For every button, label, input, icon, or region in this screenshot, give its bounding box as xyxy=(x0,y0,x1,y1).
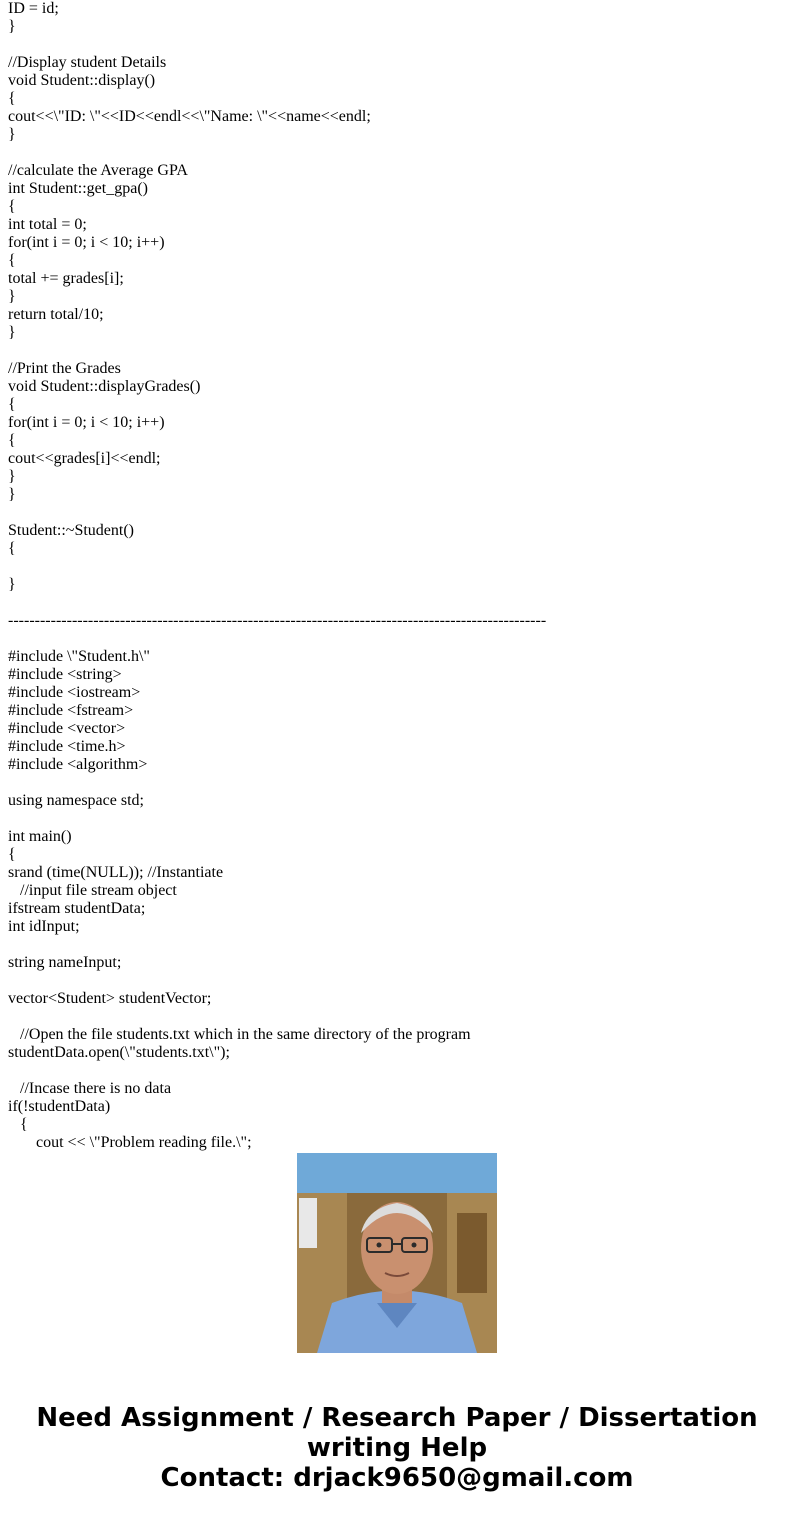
code-listing xyxy=(8,0,788,1151)
code-line: studentData.open(\"students.txt\"); xyxy=(8,1044,230,1061)
code-line: int main() xyxy=(8,828,72,845)
blank-line xyxy=(8,1062,788,1080)
promo-line-2: writing Help xyxy=(306,1433,488,1463)
code-line: void Student::displayGrades() xyxy=(8,378,201,395)
code-line: //calculate the Average GPA xyxy=(8,162,188,179)
code-line: srand (time(NULL)); //Instantiate xyxy=(8,864,224,881)
code-line: vector<Student> studentVector; xyxy=(8,990,212,1007)
code-line: { xyxy=(8,432,16,449)
code-line: } xyxy=(8,126,16,143)
code-line: return total/10; xyxy=(8,306,104,323)
blank-line xyxy=(8,972,788,990)
code-line: //Display student Details xyxy=(8,54,167,71)
code-line: #include <time.h> xyxy=(8,738,126,755)
blank-line xyxy=(8,810,788,828)
code-line: int Student::get_gpa() xyxy=(8,180,148,197)
code-line: { xyxy=(8,252,16,269)
code-line: #include <iostream> xyxy=(8,684,141,701)
code-line: string nameInput; xyxy=(8,954,122,971)
code-line: cout << \"Problem reading file.\"; xyxy=(8,1134,252,1151)
code-line: #include <algorithm> xyxy=(8,756,148,773)
code-line: Student::~Student() xyxy=(8,522,134,539)
code-line: { xyxy=(8,540,16,557)
blank-line xyxy=(8,144,788,162)
code-line: #include <string> xyxy=(8,666,122,683)
code-line: //input file stream object xyxy=(8,882,177,899)
code-line: int total = 0; xyxy=(8,216,87,233)
blank-line xyxy=(8,594,788,612)
code-line: #include <vector> xyxy=(8,720,126,737)
code-line: cout<<\"ID: \"<<ID<<endl<<\"Name: \"<<name<<endl; xyxy=(8,108,371,125)
promo-banner xyxy=(0,1403,794,1493)
code-line: { xyxy=(8,1116,28,1133)
code-line: } xyxy=(8,576,16,593)
code-line: } xyxy=(8,288,16,305)
blank-line xyxy=(8,342,788,360)
blank-line xyxy=(8,504,788,522)
code-line: for(int i = 0; i < 10; i++) xyxy=(8,414,165,431)
presenter-avatar xyxy=(297,1153,497,1353)
code-line: } xyxy=(8,324,16,341)
code-line: ID = id; xyxy=(8,0,59,17)
code-line: using namespace std; xyxy=(8,792,144,809)
code-line: for(int i = 0; i < 10; i++) xyxy=(8,234,165,251)
code-line: //Incase there is no data xyxy=(8,1080,172,1097)
code-line: int idInput; xyxy=(8,918,80,935)
code-line: //Print the Grades xyxy=(8,360,121,377)
code-line: #include \"Student.h\" xyxy=(8,648,150,665)
code-line: void Student::display() xyxy=(8,72,156,89)
code-line: ifstream studentData; xyxy=(8,900,146,917)
blank-line xyxy=(8,630,788,648)
code-line: #include <fstream> xyxy=(8,702,134,719)
code-line: { xyxy=(8,90,16,107)
blank-line xyxy=(8,36,788,54)
code-line: ----------------------------------------------------------------------------------------------------- xyxy=(8,612,547,629)
code-line: total += grades[i]; xyxy=(8,270,124,287)
code-line: } xyxy=(8,18,16,35)
code-line: { xyxy=(8,396,16,413)
blank-line xyxy=(8,774,788,792)
code-line: { xyxy=(8,198,16,215)
code-line: { xyxy=(8,846,16,863)
code-line: } xyxy=(8,468,16,485)
code-line: } xyxy=(8,486,16,503)
promo-line-1: Need Assignment / Research Paper / Dissertation xyxy=(36,1403,758,1433)
promo-contact: Contact: drjack9650@gmail.com xyxy=(160,1463,634,1493)
blank-line xyxy=(8,1008,788,1026)
code-line: cout<<grades[i]<<endl; xyxy=(8,450,161,467)
code-line: if(!studentData) xyxy=(8,1098,111,1115)
code-line: //Open the file students.txt which in the same directory of the program xyxy=(8,1026,471,1043)
blank-line xyxy=(8,936,788,954)
portrait-image xyxy=(297,1153,497,1353)
blank-line xyxy=(8,558,788,576)
